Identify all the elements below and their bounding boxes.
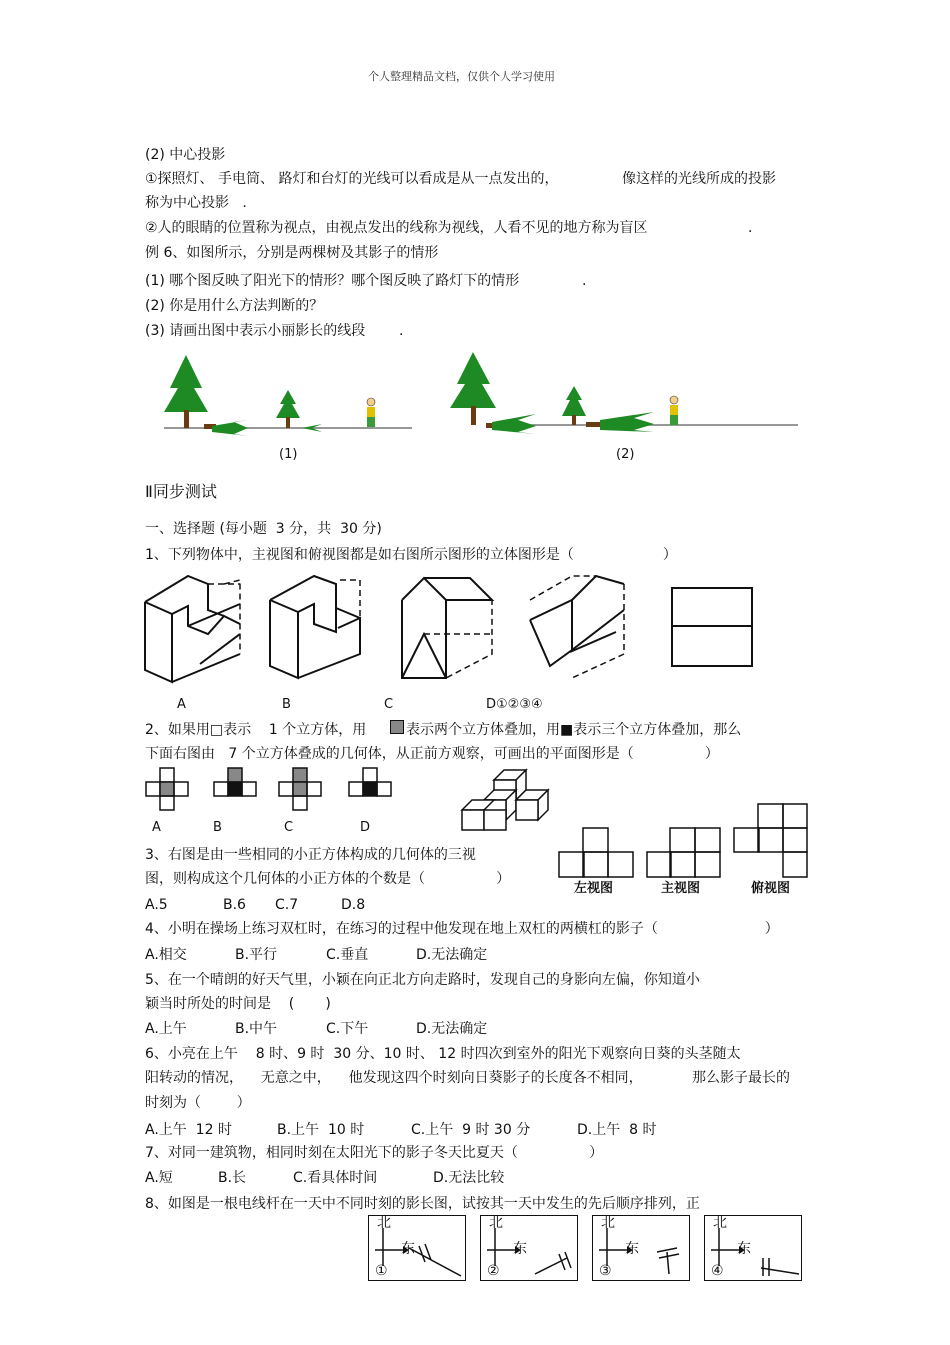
box-number: ③	[599, 1263, 612, 1279]
option-label: D①②③④	[486, 697, 543, 712]
shadow-box-3	[592, 1215, 690, 1281]
north-label: 北	[377, 1215, 391, 1231]
question-6: 阳转动的情况， 无意之中， 他发现这四个时刻向日葵影子的长度各不相同，	[145, 1070, 643, 1086]
paragraph-line: .	[748, 220, 753, 236]
option: A.5	[145, 897, 168, 913]
east-label: 东	[401, 1241, 415, 1257]
paragraph-line: ①探照灯、 手电筒、 路灯和台灯的光线可以看成是从一点发出的，	[145, 171, 559, 187]
page-header: 个人整理精品文档，仅供个人学习使用	[368, 70, 555, 83]
east-label: 东	[737, 1241, 751, 1257]
question-8: 8、如图是一根电线杆在一天中不同时刻的影长图，试按其一天中发生的先后顺序排列，正	[145, 1196, 700, 1212]
option-label: C	[284, 820, 294, 835]
question-line: (3) 请画出图中表示小丽影长的线段	[145, 323, 366, 339]
paragraph-line: 称为中心投影 .	[145, 195, 247, 211]
option: D.8	[341, 897, 366, 913]
north-label: 北	[489, 1215, 503, 1231]
option: D.无法比较	[433, 1170, 505, 1186]
paragraph-line: ②人的眼睛的位置称为视点，由视点发出的线称为视线，人看不见的地方称为盲区	[145, 220, 648, 236]
question-5: 5、在一个晴朗的好天气里，小颖在向正北方向走路时，发现自己的身影向左偏，你知道小	[145, 972, 700, 988]
question-1: 1、下列物体中，主视图和俯视图都是如右图所示图形的立体图形是（ ）	[145, 547, 677, 563]
front-view-label: 主视图	[661, 881, 701, 896]
option: C.7	[275, 897, 299, 913]
section-title-central-projection: (2) 中心投影	[145, 147, 226, 163]
example-6: 例 6、如图所示，分别是两棵树及其影子的情形	[145, 245, 439, 261]
box-number: ④	[711, 1263, 724, 1279]
option: A.上午 12 时	[145, 1122, 232, 1138]
q2-option-crosses	[145, 766, 400, 814]
east-label: 东	[513, 1241, 527, 1257]
option: C.下午	[326, 1021, 369, 1037]
question-6: 那么影子最长的	[692, 1070, 790, 1086]
option: A.相交	[145, 947, 187, 963]
option: B.长	[218, 1170, 247, 1186]
option: B.6	[223, 897, 246, 913]
option: D.无法确定	[416, 947, 488, 963]
q2-cube-solid	[460, 766, 572, 832]
paragraph-line: 像这样的光线所成的投影	[622, 171, 776, 187]
option: D.无法确定	[416, 1021, 488, 1037]
section-heading: 一、选择题 (每小题 3 分，共 30 分)	[145, 521, 382, 537]
option: D.上午 8 时	[577, 1122, 657, 1138]
box-number: ②	[487, 1263, 500, 1279]
option: B.上午 10 时	[277, 1122, 365, 1138]
gray-square-icon	[390, 720, 404, 734]
option: C.看具体时间	[293, 1170, 378, 1186]
question-2: 2、如果用□表示 1 个立方体，用	[145, 722, 367, 738]
question-line: (2) 你是用什么方法判断的？	[145, 298, 324, 314]
question-2: 表示两个立方体叠加，用■表示三个立方体叠加，那么	[406, 722, 742, 738]
question-line: .	[399, 323, 404, 339]
option-label: B	[282, 697, 291, 712]
question-3: 图，则构成这个几何体的小正方体的个数是（ ）	[145, 871, 511, 887]
option-label: D	[360, 820, 371, 835]
shadow-box-4	[704, 1215, 802, 1281]
top-view-label: 俯视图	[751, 881, 791, 896]
tree-shadow-figure-1	[160, 350, 415, 435]
option-label: B	[213, 820, 222, 835]
left-view-label: 左视图	[574, 881, 614, 896]
option: A.短	[145, 1170, 173, 1186]
option: A.上午	[145, 1021, 187, 1037]
tree-shadow-figure-2	[446, 350, 801, 440]
shadow-box-1	[368, 1215, 466, 1281]
question-6: 时刻为（ ）	[145, 1095, 251, 1111]
question-3: 3、右图是由一些相同的小正方体构成的几何体的三视	[145, 847, 476, 863]
figure-label: (2)	[616, 447, 635, 462]
option-label: C	[384, 697, 394, 712]
question-line: (1) 哪个图反映了阳光下的情形？哪个图反映了路灯下的情形	[145, 273, 520, 289]
option-label: A	[152, 820, 161, 835]
box-number: ①	[375, 1263, 388, 1279]
option-label: A	[177, 697, 186, 712]
question-2: 下面右图由 7 个立方体叠成的几何体，从正前方观察，可画出的平面图形是（ ）	[145, 746, 719, 762]
question-4: 4、小明在操场上练习双杠时，在练习的过程中他发现在地上双杠的两横杠的影子（ ）	[145, 921, 779, 937]
question-7: 7、对同一建筑物，相同时刻在太阳光下的影子冬天比夏天（ ）	[145, 1145, 604, 1161]
question-5: 颖当时所处的时间是 ( )	[145, 996, 331, 1012]
shadow-box-2	[480, 1215, 578, 1281]
figure-label: (1)	[279, 447, 298, 462]
question-6: 6、小亮在上午 8 时、9 时 30 分、10 时、 12 时四次到室外的阳光下观察向日葵的头茎随太	[145, 1046, 741, 1062]
option: B.平行	[235, 947, 278, 963]
q1-solid-figures	[140, 570, 780, 688]
east-label: 东	[625, 1241, 639, 1257]
option: B.中午	[235, 1021, 278, 1037]
option: C.上午 9 时 30 分	[411, 1122, 531, 1138]
q3-three-views	[558, 802, 810, 882]
north-label: 北	[713, 1215, 727, 1231]
option: C.垂直	[326, 947, 369, 963]
north-label: 北	[601, 1215, 615, 1231]
sync-test-title: Ⅱ同步测试	[145, 482, 217, 501]
question-line: .	[582, 273, 587, 289]
